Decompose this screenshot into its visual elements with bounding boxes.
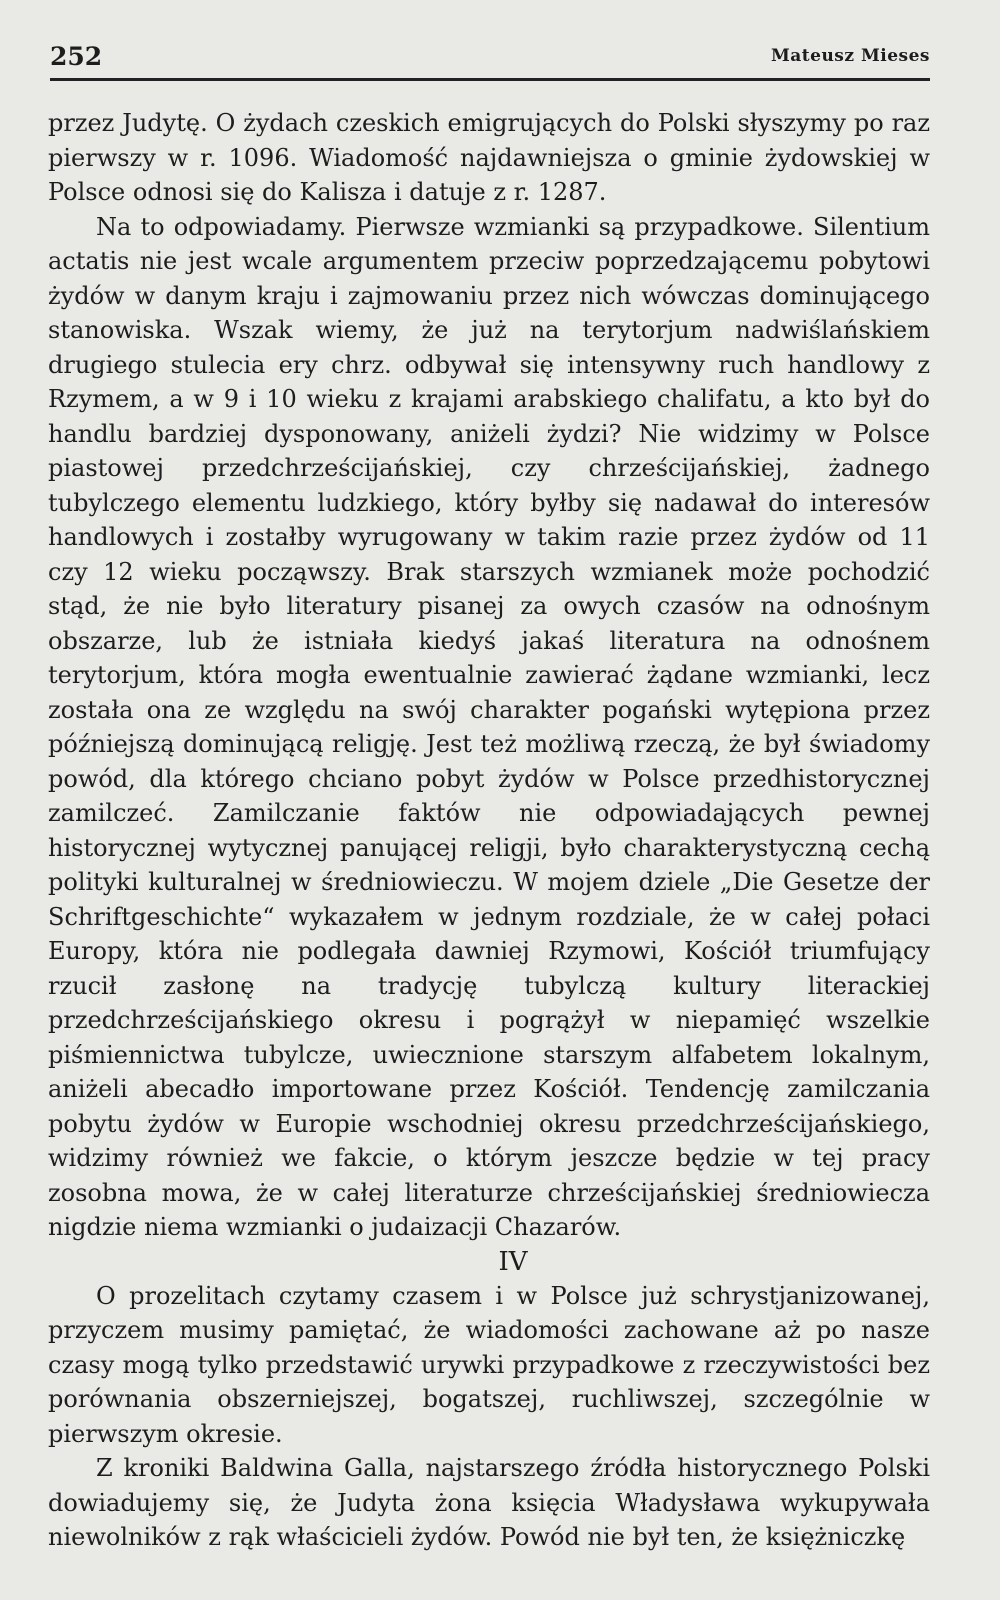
- body-text: [48, 106, 930, 1555]
- header-rule: [50, 78, 930, 81]
- page-header: [50, 42, 930, 82]
- section-heading: IV: [498, 1246, 528, 1277]
- paragraph-proselytes: O prozelitach czytamy czasem i w Polsce już schrystjanizowanej, przyczem musimy pamiętać, że wiadomości zachowane aż po nasze czasy mogą tylko przedstawić urywki przypadkowe z rzeczywistości bez porównania obszerniejszej, bogatszej, ruchliwszej, szczególnie w pierwszym okresie.: [48, 1281, 930, 1448]
- running-head-author: Mateusz Mieses: [770, 46, 930, 66]
- page-number: 252: [50, 42, 103, 71]
- paragraph-silentium: Na to odpowiadamy. Pierwsze wzmianki są przypadkowe. Silentium actatis nie jest wcale argumentem przeciw poprzedzającemu pobytowi żydów w danym kraju i zajmowaniu przez nich wówczas dominującego stanowiska. Wszak wiemy, że już na terytorjum nadwiślańskiem drugiego stulecia ery chrz. odbywał się intensywny ruch handlowy z Rzymem, a w 9 i 10 wieku z krajami arabskiego chalifatu, a kto był do handlu bardziej dysponowany, aniżeli żydzi? Nie widzimy w Polsce piastowej przedchrześcijańskiej, czy chrześcijańskiej, żadnego tubylczego elementu ludzkiego, który byłby się nadawał do interesów handlowych i zostałby wyrugowany w takim razie przez żydów od 11 czy 12 wieku począwszy. Brak starszych wzmianek może pochodzić stąd, że nie było literatury pisanej za owych czasów na odnośnym obszarze, lub że istniała kiedyś jakaś literatura na odnośnem terytorjum, która mogła ewentualnie zawierać żądane wzmianki, lecz została ona ze względu na swój charakter pogański wytępiona przez późniejszą dominującą religję. Jest też możliwą rzeczą, że był świadomy powód, dla którego chciano pobyt żydów w Polsce przedhistorycznej zamilczeć. Zamilczanie faktów nie odpowiadających pewnej historycznej wytycznej panującej religji, było charakterystyczną cechą polityki kulturalnej w średniowieczu. W mojem dziele „Die Gesetze der Schriftgeschichte“ wykazałem w jednym rozdziale, że w całej połaci Europy, która nie podlegała dawniej Rzymowi, Kościół triumfujący rzucił zasłonę na tradycję tubylczą kultury literackiej przedchrześcijańskiego okresu i pogrążył w niepamięć wszelkie piśmiennictwa tubylcze, uwiecznione starszym alfabetem lokalnym, aniżeli abecadło importowane przez Kościół. Tendencję zamilczania pobytu żydów w Europie wschodniej okresu przedchrześcijańskiego, widzimy również we fakcie, o którym jeszcze będzie w tej pracy zosobna mowa, że w całej literaturze chrześcijańskiej średniowiecza nigdzie niema wzmianki o judaizacji Chazarów.: [48, 212, 930, 1241]
- paragraph-gallus-chronicle: Z kroniki Baldwina Galla, najstarszego źródła historycznego Polski dowiadujemy się, że Judyta żona księcia Władysława wykupywała niewolników z rąk właścicieli żydów. Powód nie był ten, że księżniczkę: [48, 1454, 930, 1551]
- paragraph-continuation: przez Judytę. O żydach czeskich emigrujących do Polski słyszymy po raz pierwszy w r. 1096. Wiadomość najdawniejsza o gminie żydowskiej w Polsce odnosi się do Kalisza i datuje z r. 1287.: [48, 109, 930, 206]
